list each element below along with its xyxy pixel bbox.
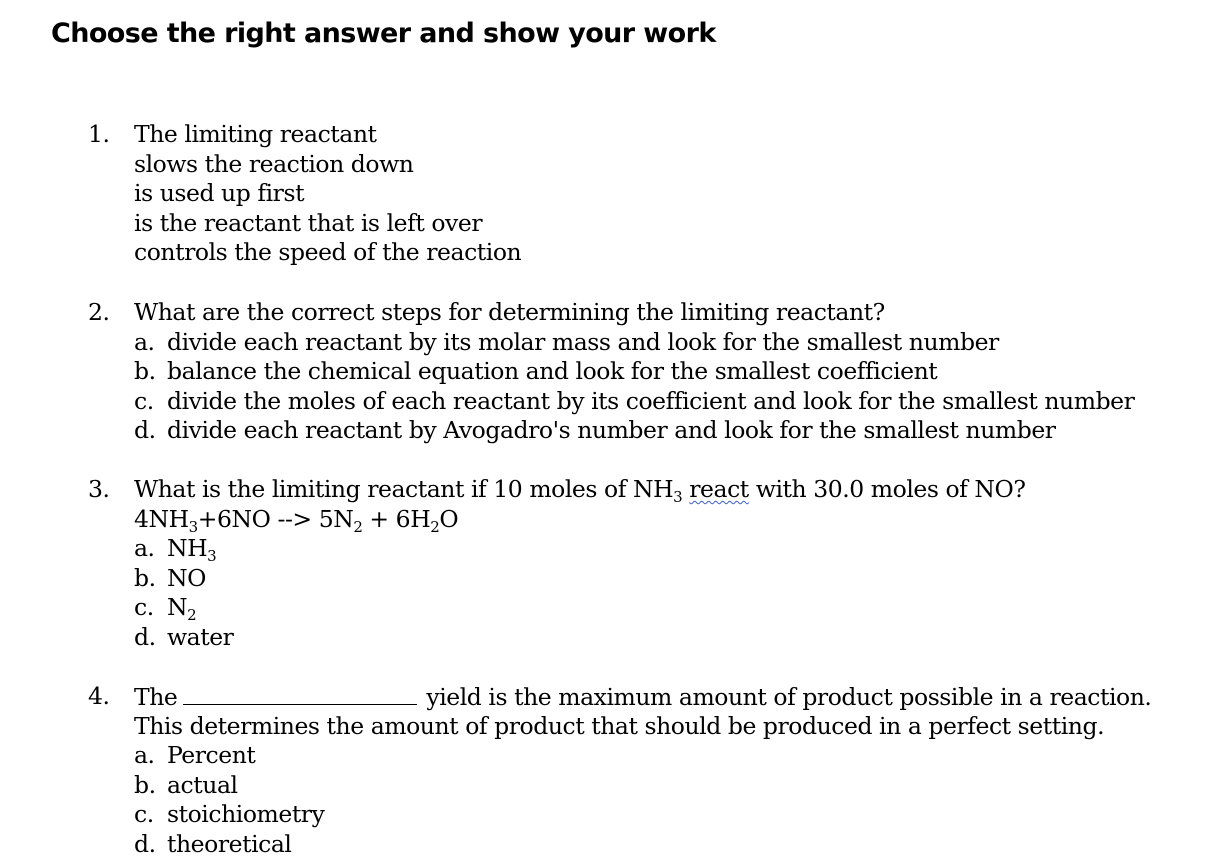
option-letter: a.: [134, 327, 155, 356]
subscript: 2: [430, 517, 440, 536]
option-letter: b.: [134, 770, 156, 799]
answer-option-a[interactable]: [134, 534, 1026, 564]
answer-option-d[interactable]: [134, 416, 1134, 446]
option-letter: d.: [134, 622, 156, 651]
question-prompt: [134, 475, 1026, 505]
option-text: theoretical: [167, 829, 292, 858]
option-letter: a.: [134, 741, 155, 769]
option-letter: a.: [134, 534, 155, 562]
option-letter: b.: [134, 563, 156, 592]
answer-option-b[interactable]: [134, 564, 1026, 594]
answer-option-c[interactable]: [134, 387, 1134, 417]
question-number: 4.: [88, 682, 110, 710]
answer-option-a[interactable]: [134, 328, 1134, 358]
option-letter: d.: [134, 829, 156, 858]
option-text: stoichiometry: [167, 800, 325, 828]
question-number: 2.: [88, 298, 110, 326]
page-title: Choose the right answer and show your work: [51, 18, 716, 49]
option-letter: c.: [134, 386, 154, 415]
chemical-equation: [134, 505, 1026, 535]
option-text: NH: [167, 534, 208, 562]
question-2: [88, 298, 1134, 446]
equation-part: 4NH: [134, 504, 189, 533]
fill-in-blank[interactable]: [183, 682, 417, 705]
answer-option[interactable]: is the reactant that is left over: [134, 208, 483, 237]
option-text: actual: [167, 770, 238, 799]
question-prompt: What are the correct steps for determining the limiting reactant?: [134, 298, 885, 326]
question-1: [88, 120, 521, 268]
option-text: N: [167, 593, 188, 621]
prompt-text: with 30.0 moles of NO?: [755, 475, 1026, 503]
subscript: 2: [353, 517, 363, 536]
option-letter: d.: [134, 416, 156, 444]
option-letter: b.: [134, 357, 156, 385]
question-number: 3.: [88, 475, 110, 503]
prompt-text: The: [134, 683, 178, 711]
spellcheck-flagged-word: react: [689, 475, 749, 503]
equation-part: + 6H: [362, 504, 431, 533]
question-prompt: [134, 682, 1151, 712]
option-text: divide each reactant by Avogadro's number and look for the smallest number: [167, 416, 1056, 444]
equation-part: +6NO --> 5N: [197, 504, 354, 533]
question-prompt-continued: This determines the amount of product that should be produced in a perfect setting.: [134, 711, 1105, 740]
question-3: [88, 475, 1026, 652]
option-text: NO: [167, 563, 206, 592]
answer-option-c[interactable]: [134, 593, 1026, 623]
option-text: balance the chemical equation and look for the smallest coefficient: [167, 357, 938, 385]
prompt-text: What is the limiting reactant if 10 moles of NH: [134, 475, 674, 503]
subscript: 3: [207, 547, 217, 565]
question-number: 1.: [88, 120, 110, 148]
question-4: [88, 682, 1151, 859]
subscript: 2: [187, 606, 197, 624]
answer-option-c[interactable]: [134, 800, 1151, 830]
option-text: water: [167, 622, 234, 651]
option-letter: c.: [134, 800, 154, 828]
answer-option[interactable]: controls the speed of the reaction: [134, 238, 522, 266]
subscript: 3: [673, 488, 683, 506]
question-prompt: The limiting reactant: [134, 120, 377, 148]
option-text: divide each reactant by its molar mass and look for the smallest number: [167, 327, 999, 356]
answer-option-d[interactable]: [134, 830, 1151, 860]
option-text: Percent: [167, 741, 256, 769]
answer-option-b[interactable]: [134, 357, 1134, 387]
answer-option-a[interactable]: [134, 741, 1151, 771]
prompt-text: yield is the maximum amount of product possible in a reaction.: [426, 683, 1152, 711]
subscript: 3: [188, 517, 198, 536]
equation-part: O: [439, 504, 459, 533]
answer-option[interactable]: slows the reaction down: [134, 149, 414, 178]
option-text: divide the moles of each reactant by its coefficient and look for the smallest number: [167, 386, 1135, 415]
answer-option-b[interactable]: [134, 771, 1151, 801]
option-letter: c.: [134, 593, 154, 621]
answer-option[interactable]: is used up first: [134, 179, 305, 207]
answer-option-d[interactable]: [134, 623, 1026, 653]
